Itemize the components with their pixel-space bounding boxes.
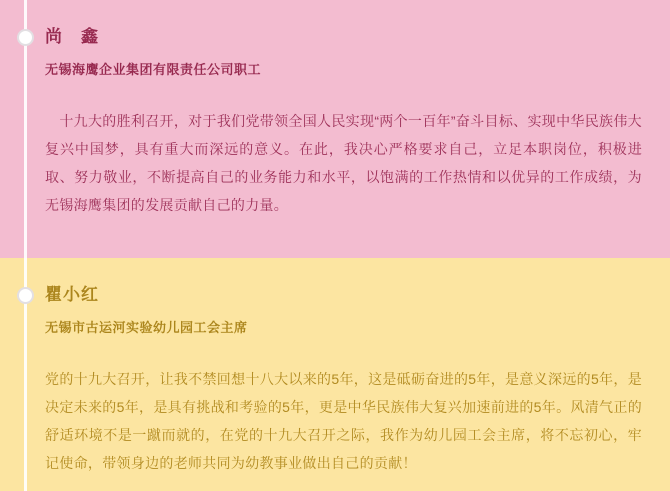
timeline-dot xyxy=(17,29,34,46)
testimonial-quote: 党的十九大召开，让我不禁回想十八大以来的5年，这是砥砺奋进的5年，是意义深远的5年，是决定未来的5年，是具有挑战和考验的5年，更是中华民族伟大复兴加速前进的5年。风清气正的舒适环境不是一蹴而就的，在党的十九大召开之际，我作为幼儿园工会主席，将不忘初心，牢记使命，带领身边的老师共同为幼教事业做出自己的贡献！ xyxy=(45,371,642,471)
timeline-dot xyxy=(17,287,34,304)
timeline-line xyxy=(24,0,27,491)
person-title: 无锡市古运河实验幼儿园工会主席 xyxy=(45,320,248,335)
person-name: 瞿小红 xyxy=(45,285,99,304)
testimonial-quote: 十九大的胜利召开，对于我们党带领全国人民实现“两个一百年”奋斗目标、实现中华民族伟大复兴中国梦，具有重大而深远的意义。在此，我决心严格要求自己，立足本职岗位，积极进取、努力敬业，不断提高自己的业务能力和水平，以饱满的工作热情和以优异的工作成绩，为无锡海鹰集团的发展贡献自己的力量。 xyxy=(45,113,642,213)
testimonial-section-qu-xiaohong xyxy=(0,258,670,491)
person-name: 尚 鑫 xyxy=(45,27,99,46)
person-title: 无锡海鹰企业集团有限责任公司职工 xyxy=(45,62,262,77)
